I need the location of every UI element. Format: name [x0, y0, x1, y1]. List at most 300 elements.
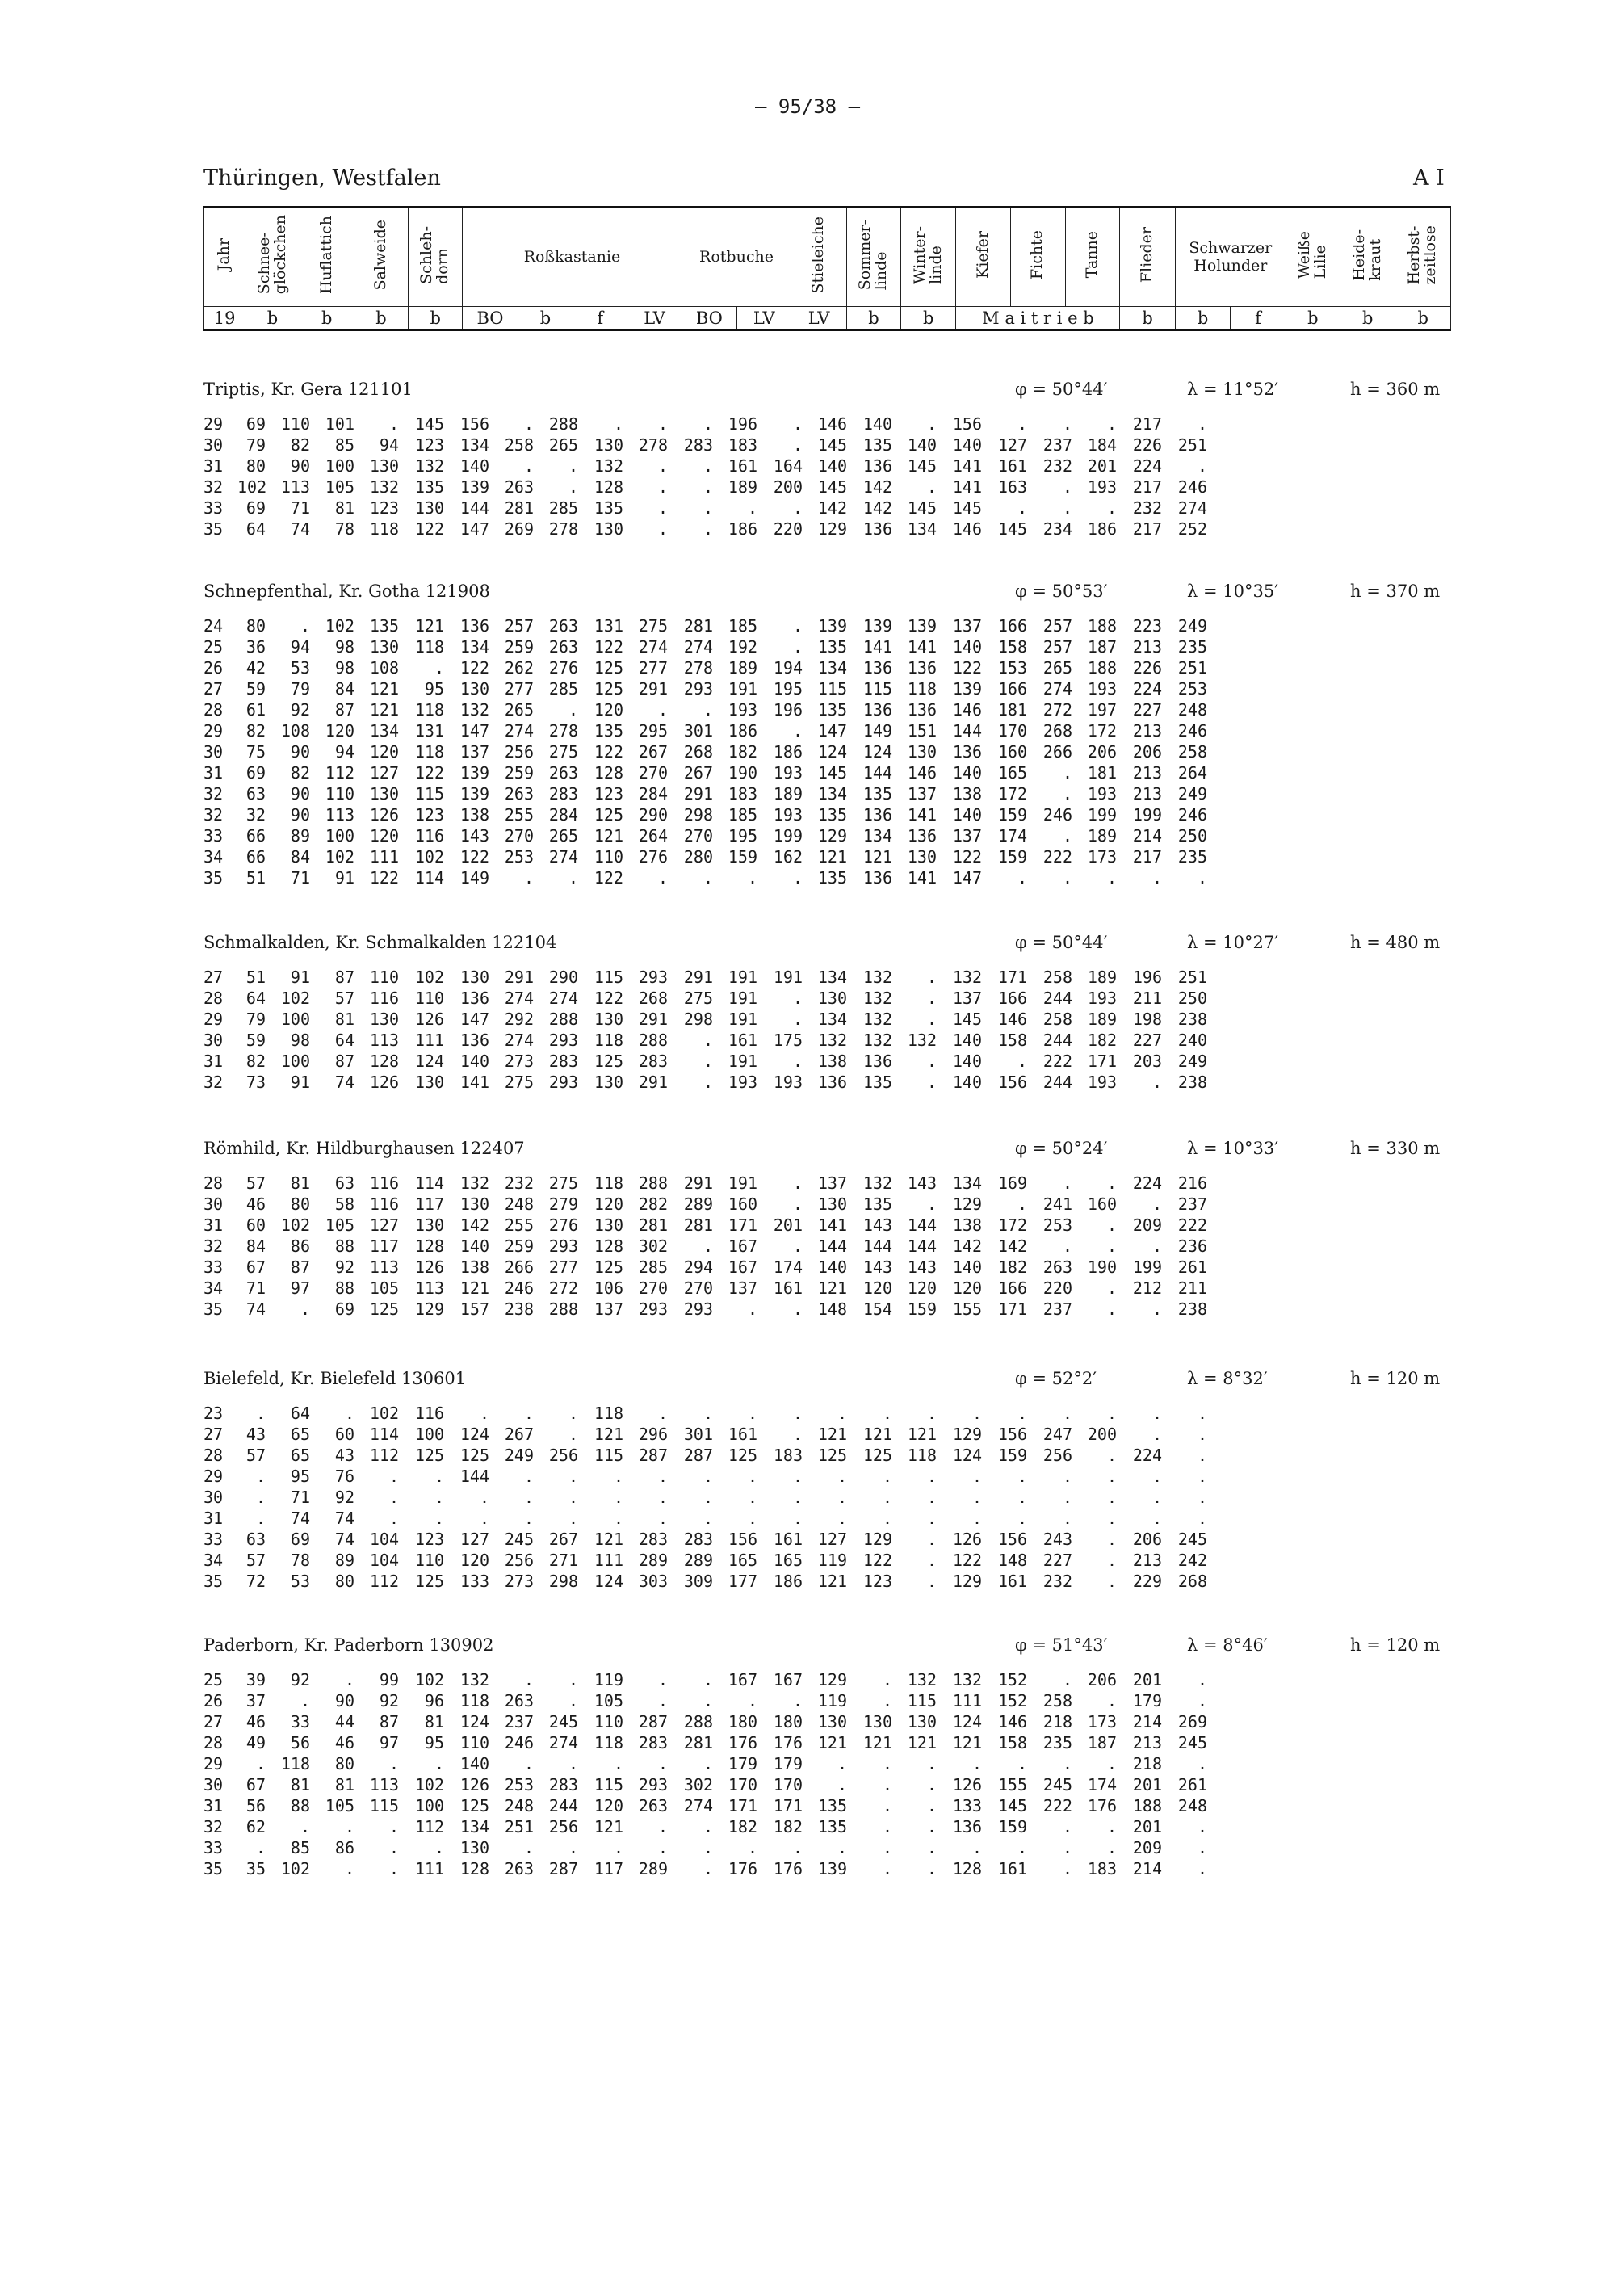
table-cell: 71 — [290, 1488, 310, 1507]
table-cell: . — [568, 1670, 578, 1689]
table-cell: 95 — [424, 1733, 444, 1752]
table-cell: 256 — [504, 742, 534, 762]
table-cell: . — [703, 1509, 713, 1528]
table-cell: 166 — [997, 988, 1027, 1008]
table-cell: 189 — [1087, 826, 1117, 846]
table-cell: . — [926, 1551, 937, 1570]
table-cell: 102 — [414, 1670, 444, 1689]
station-header — [203, 380, 1451, 405]
table-cell: 130 — [817, 988, 847, 1008]
table-cell: 115 — [594, 1446, 623, 1465]
table-cell: 161 — [773, 1530, 803, 1549]
table-cell: 51 — [245, 868, 266, 888]
table-cell: 288 — [548, 414, 578, 434]
table-cell: . — [926, 1509, 937, 1528]
table-cell: . — [703, 1670, 713, 1689]
table-cell: . — [1017, 1404, 1027, 1423]
table-cell: 284 — [638, 784, 668, 804]
table-cell: 246 — [504, 1278, 534, 1298]
table-cell: 88 — [334, 1278, 354, 1298]
table-cell: . — [1197, 1404, 1207, 1423]
header-code-cell: LV — [791, 307, 846, 331]
table-cell: 186 — [728, 519, 757, 539]
table-cell: 267 — [683, 763, 713, 783]
table-cell: 257 — [1042, 616, 1072, 636]
table-cell: 303 — [638, 1572, 668, 1591]
station-data-rows — [203, 413, 1451, 539]
table-cell: 188 — [1087, 616, 1117, 636]
table-cell: 102 — [414, 1775, 444, 1794]
header-name-label: Huflattich — [317, 215, 335, 295]
table-cell: 143 — [907, 1173, 937, 1193]
table-cell: 46 — [245, 1712, 266, 1731]
table-cell: . — [1062, 784, 1072, 804]
table-cell: 258 — [1042, 1691, 1072, 1710]
table-cell: 261 — [1177, 1775, 1207, 1794]
table-row — [203, 455, 1451, 476]
year-cell: 33 — [203, 1838, 224, 1857]
table-cell: 171 — [997, 1299, 1027, 1319]
table-cell: 172 — [997, 784, 1027, 804]
table-cell: 237 — [1042, 1299, 1072, 1319]
table-row — [203, 699, 1451, 720]
table-cell: 113 — [369, 1257, 399, 1277]
table-cell: 263 — [548, 637, 578, 657]
table-cell: 255 — [504, 805, 534, 825]
table-cell: 141 — [459, 1072, 489, 1092]
table-cell: 137 — [459, 742, 489, 762]
table-cell: 200 — [773, 477, 803, 497]
table-cell: 293 — [548, 1072, 578, 1092]
year-cell: 27 — [203, 1712, 224, 1731]
table-cell: . — [792, 435, 803, 455]
table-cell: 114 — [414, 868, 444, 888]
table-cell: 232 — [1042, 1572, 1072, 1591]
table-cell: 251 — [1177, 435, 1207, 455]
table-cell: 120 — [594, 1194, 623, 1214]
table-row — [203, 988, 1451, 1009]
table-cell: . — [1062, 1488, 1072, 1507]
table-cell: 130 — [369, 456, 399, 476]
table-cell: 135 — [414, 477, 444, 497]
table-cell: 278 — [683, 658, 713, 678]
table-cell: 80 — [245, 616, 266, 636]
table-cell: 120 — [369, 742, 399, 762]
table-cell: . — [523, 868, 534, 888]
station-altitude: h = 480 m — [1350, 933, 1441, 952]
table-cell: 200 — [1087, 1425, 1117, 1444]
table-cell: 141 — [907, 637, 937, 657]
station-altitude: h = 120 m — [1350, 1635, 1441, 1655]
table-cell: 263 — [504, 1691, 534, 1710]
table-cell: 136 — [907, 658, 937, 678]
table-cell: . — [882, 1796, 892, 1815]
table-cell: 167 — [728, 1257, 757, 1277]
table-cell: 138 — [952, 1215, 982, 1235]
table-cell: 136 — [907, 826, 937, 846]
table-cell: . — [568, 868, 578, 888]
table-cell: 195 — [773, 679, 803, 699]
table-cell: 121 — [862, 1733, 892, 1752]
table-cell: 237 — [504, 1712, 534, 1731]
column-header-table — [203, 206, 1451, 331]
table-cell: 183 — [1087, 1859, 1117, 1878]
year-cell: 31 — [203, 456, 224, 476]
table-cell: 291 — [638, 679, 668, 699]
table-cell: 268 — [1177, 1572, 1207, 1591]
table-cell: . — [792, 721, 803, 741]
table-cell: 259 — [504, 637, 534, 657]
table-cell: 158 — [997, 1733, 1027, 1752]
table-cell: . — [613, 1467, 623, 1486]
table-cell: 240 — [1177, 1030, 1207, 1050]
table-cell: 258 — [504, 435, 534, 455]
table-cell: 216 — [1177, 1173, 1207, 1193]
table-cell: 263 — [548, 616, 578, 636]
table-cell: . — [657, 1838, 668, 1857]
header-code-cell: BO — [463, 307, 518, 331]
table-cell: . — [1106, 1551, 1117, 1570]
table-cell: . — [523, 1404, 534, 1423]
table-cell: 121 — [594, 1425, 623, 1444]
table-cell: 82 — [245, 1051, 266, 1071]
table-cell: 174 — [997, 826, 1027, 846]
table-cell: 227 — [1132, 700, 1162, 720]
header-name-label: Rotbuche — [699, 248, 774, 266]
table-cell: 159 — [907, 1299, 937, 1319]
table-cell: 177 — [728, 1572, 757, 1591]
table-cell: 39 — [245, 1670, 266, 1689]
table-cell: . — [568, 1404, 578, 1423]
table-cell: . — [255, 1488, 266, 1507]
table-cell: 143 — [907, 1257, 937, 1277]
table-cell: 74 — [290, 519, 310, 539]
table-cell: 217 — [1132, 519, 1162, 539]
station-name: Paderborn, Kr. Paderborn 130902 — [203, 1635, 494, 1655]
table-cell: 211 — [1132, 988, 1162, 1008]
table-cell: 167 — [773, 1670, 803, 1689]
table-cell: 132 — [414, 456, 444, 476]
header-code-cell: b — [1286, 307, 1340, 331]
table-cell: 245 — [1042, 1775, 1072, 1794]
table-cell: 76 — [334, 1467, 354, 1486]
table-cell: 134 — [817, 968, 847, 987]
table-cell: 176 — [728, 1859, 757, 1878]
table-cell: 248 — [1177, 700, 1207, 720]
table-cell: . — [747, 1838, 757, 1857]
table-cell: 136 — [862, 805, 892, 825]
table-cell: 145 — [817, 763, 847, 783]
table-cell: 71 — [245, 1278, 266, 1298]
table-cell: 174 — [1087, 1775, 1117, 1794]
table-cell: 148 — [997, 1551, 1027, 1570]
table-cell: 137 — [817, 1173, 847, 1193]
table-cell: . — [657, 1467, 668, 1486]
table-cell: 65 — [290, 1446, 310, 1465]
table-cell: 125 — [414, 1572, 444, 1591]
table-cell: . — [1106, 1488, 1117, 1507]
station-longitude: λ = 10°33′ — [1187, 1139, 1278, 1158]
table-cell: 118 — [280, 1754, 310, 1773]
year-cell: 29 — [203, 1754, 224, 1773]
table-cell: 130 — [459, 679, 489, 699]
table-cell: 273 — [504, 1051, 534, 1071]
table-cell: 184 — [1087, 435, 1117, 455]
table-cell: 290 — [638, 805, 668, 825]
table-cell: 151 — [907, 721, 937, 741]
table-cell: . — [1197, 1446, 1207, 1465]
table-cell: 267 — [638, 742, 668, 762]
table-cell: . — [1062, 1173, 1072, 1193]
table-cell: . — [792, 1488, 803, 1507]
table-cell: 136 — [862, 658, 892, 678]
table-cell: 127 — [369, 763, 399, 783]
table-cell: 133 — [952, 1796, 982, 1815]
table-cell: 256 — [504, 1551, 534, 1570]
table-cell: 263 — [1042, 1257, 1072, 1277]
year-cell: 35 — [203, 868, 224, 888]
year-cell: 30 — [203, 1194, 224, 1214]
table-cell: 185 — [728, 616, 757, 636]
table-cell: 156 — [997, 1072, 1027, 1092]
table-cell: 257 — [504, 616, 534, 636]
station-section — [203, 1369, 1451, 1592]
table-row — [203, 1403, 1451, 1424]
table-cell: 125 — [594, 658, 623, 678]
station-name: Schnepfenthal, Kr. Gotha 121908 — [203, 581, 490, 601]
table-cell: . — [1106, 1404, 1117, 1423]
table-cell: 60 — [245, 1215, 266, 1235]
table-cell: . — [523, 414, 534, 434]
table-cell: 156 — [459, 414, 489, 434]
table-cell: 249 — [1177, 784, 1207, 804]
table-cell: 136 — [862, 700, 892, 720]
table-cell: 140 — [862, 414, 892, 434]
table-cell: 87 — [334, 1051, 354, 1071]
table-cell: . — [1197, 414, 1207, 434]
table-cell: 115 — [414, 784, 444, 804]
table-cell: 57 — [245, 1551, 266, 1570]
table-row — [203, 1816, 1451, 1837]
table-cell: 125 — [414, 1446, 444, 1465]
table-cell: 288 — [683, 1712, 713, 1731]
table-row — [203, 1466, 1451, 1487]
table-cell: 275 — [548, 1173, 578, 1193]
table-cell: 183 — [773, 1446, 803, 1465]
table-cell: 100 — [280, 1009, 310, 1029]
table-cell: 86 — [290, 1236, 310, 1256]
table-cell: 283 — [548, 1775, 578, 1794]
table-cell: 122 — [414, 519, 444, 539]
table-cell: 222 — [1177, 1215, 1207, 1235]
table-cell: 113 — [414, 1278, 444, 1298]
table-cell: 176 — [728, 1733, 757, 1752]
station-name: Römhild, Kr. Hildburghausen 122407 — [203, 1139, 525, 1158]
table-cell: 287 — [548, 1859, 578, 1878]
table-cell: 193 — [728, 700, 757, 720]
table-cell: . — [613, 1838, 623, 1857]
table-cell: 214 — [1132, 826, 1162, 846]
header-name-cell — [1010, 207, 1065, 307]
table-cell: 125 — [594, 805, 623, 825]
table-cell: 124 — [459, 1425, 489, 1444]
table-cell: 258 — [1177, 742, 1207, 762]
table-cell: 135 — [817, 700, 847, 720]
table-row — [203, 1795, 1451, 1816]
table-cell: 116 — [414, 1404, 444, 1423]
table-cell: 120 — [594, 700, 623, 720]
table-cell: 274 — [548, 988, 578, 1008]
table-cell: 120 — [862, 1278, 892, 1298]
table-cell: 146 — [907, 763, 937, 783]
table-cell: . — [1106, 414, 1117, 434]
table-cell: 217 — [1132, 414, 1162, 434]
table-cell: 274 — [504, 988, 534, 1008]
table-cell: 132 — [907, 1030, 937, 1050]
table-cell: 73 — [245, 1072, 266, 1092]
table-cell: 270 — [683, 826, 713, 846]
table-cell: 125 — [594, 1257, 623, 1277]
table-cell: 148 — [817, 1299, 847, 1319]
table-cell: 283 — [638, 1733, 668, 1752]
table-cell: 268 — [683, 742, 713, 762]
table-cell: 285 — [638, 1257, 668, 1277]
table-cell: 234 — [1042, 519, 1072, 539]
table-cell: 136 — [862, 1051, 892, 1071]
table-cell: . — [388, 1467, 399, 1486]
table-cell: 161 — [773, 1278, 803, 1298]
table-cell: 79 — [290, 679, 310, 699]
table-row — [203, 967, 1451, 988]
table-cell: . — [926, 1754, 937, 1773]
table-cell: . — [1062, 1838, 1072, 1857]
table-cell: . — [523, 1838, 534, 1857]
table-cell: 279 — [548, 1194, 578, 1214]
table-cell: 122 — [952, 1551, 982, 1570]
table-cell: 125 — [862, 1446, 892, 1465]
table-cell: 130 — [594, 1009, 623, 1029]
table-cell: 132 — [862, 988, 892, 1008]
table-cell: . — [1197, 1488, 1207, 1507]
table-cell: 275 — [638, 616, 668, 636]
table-cell: 293 — [683, 1299, 713, 1319]
station-section — [203, 933, 1451, 1093]
table-cell: 238 — [1177, 1072, 1207, 1092]
table-cell: 102 — [280, 1215, 310, 1235]
table-cell: 115 — [594, 968, 623, 987]
table-cell: . — [882, 1670, 892, 1689]
table-cell: 247 — [1042, 1425, 1072, 1444]
table-cell: 191 — [728, 1009, 757, 1029]
table-cell: 196 — [1132, 968, 1162, 987]
table-cell: 112 — [325, 763, 354, 783]
table-cell: 139 — [459, 477, 489, 497]
table-cell: . — [882, 1404, 892, 1423]
table-cell: 182 — [1087, 1030, 1117, 1050]
year-cell: 33 — [203, 826, 224, 846]
year-cell: 28 — [203, 1446, 224, 1465]
table-cell: 145 — [907, 456, 937, 476]
table-cell: . — [926, 477, 937, 497]
table-cell: 129 — [952, 1425, 982, 1444]
table-cell: 191 — [728, 968, 757, 987]
table-cell: 144 — [907, 1236, 937, 1256]
table-row — [203, 1732, 1451, 1753]
table-cell: . — [255, 1838, 266, 1857]
table-cell: 136 — [459, 616, 489, 636]
table-cell: 97 — [379, 1733, 399, 1752]
table-cell: . — [1197, 1754, 1207, 1773]
table-cell: 135 — [862, 784, 892, 804]
table-cell: 146 — [817, 414, 847, 434]
table-cell: 172 — [997, 1215, 1027, 1235]
year-cell: 29 — [203, 1467, 224, 1486]
table-cell: 186 — [773, 742, 803, 762]
table-cell: 126 — [952, 1530, 982, 1549]
table-cell: 250 — [1177, 988, 1207, 1008]
table-cell: 113 — [369, 1030, 399, 1050]
table-cell: . — [344, 1859, 354, 1878]
table-cell: 145 — [952, 498, 982, 518]
table-cell: 140 — [952, 1257, 982, 1277]
table-cell: 249 — [504, 1446, 534, 1465]
table-cell: 294 — [683, 1257, 713, 1277]
table-cell: 274 — [1177, 498, 1207, 518]
table-cell: 265 — [548, 435, 578, 455]
table-cell: 130 — [862, 1712, 892, 1731]
table-cell: . — [1017, 1467, 1027, 1486]
table-cell: . — [792, 1467, 803, 1486]
table-cell: . — [1106, 1530, 1117, 1549]
table-cell: . — [1062, 414, 1072, 434]
table-cell: 199 — [1132, 1257, 1162, 1277]
table-cell: 135 — [594, 721, 623, 741]
table-cell: 182 — [997, 1257, 1027, 1277]
table-cell: 188 — [1087, 658, 1117, 678]
table-cell: 140 — [952, 763, 982, 783]
table-cell: . — [1017, 1754, 1027, 1773]
table-cell: 301 — [683, 1425, 713, 1444]
header-name-cell — [901, 207, 956, 307]
table-cell: . — [1197, 1817, 1207, 1836]
table-cell: 85 — [334, 435, 354, 455]
table-cell: . — [747, 1299, 757, 1319]
table-cell: 96 — [424, 1691, 444, 1710]
table-cell: 285 — [548, 679, 578, 699]
table-cell: 274 — [683, 1796, 713, 1815]
year-cell: 33 — [203, 1257, 224, 1277]
table-cell: 121 — [369, 700, 399, 720]
table-cell: 111 — [414, 1030, 444, 1050]
table-cell: 263 — [548, 763, 578, 783]
year-cell: 33 — [203, 498, 224, 518]
table-cell: . — [657, 477, 668, 497]
table-cell: 125 — [369, 1299, 399, 1319]
table-cell: 124 — [952, 1712, 982, 1731]
table-cell: 193 — [1087, 784, 1117, 804]
table-cell: . — [882, 1859, 892, 1878]
table-cell: 105 — [325, 477, 354, 497]
table-cell: 238 — [1177, 1299, 1207, 1319]
table-cell: 75 — [245, 742, 266, 762]
header-code-cell: b — [1120, 307, 1175, 331]
table-cell: 129 — [817, 519, 847, 539]
table-cell: 212 — [1132, 1278, 1162, 1298]
table-row — [203, 1487, 1451, 1508]
table-cell: 89 — [334, 1551, 354, 1570]
table-cell: 301 — [683, 721, 713, 741]
table-cell: 146 — [997, 1712, 1027, 1731]
